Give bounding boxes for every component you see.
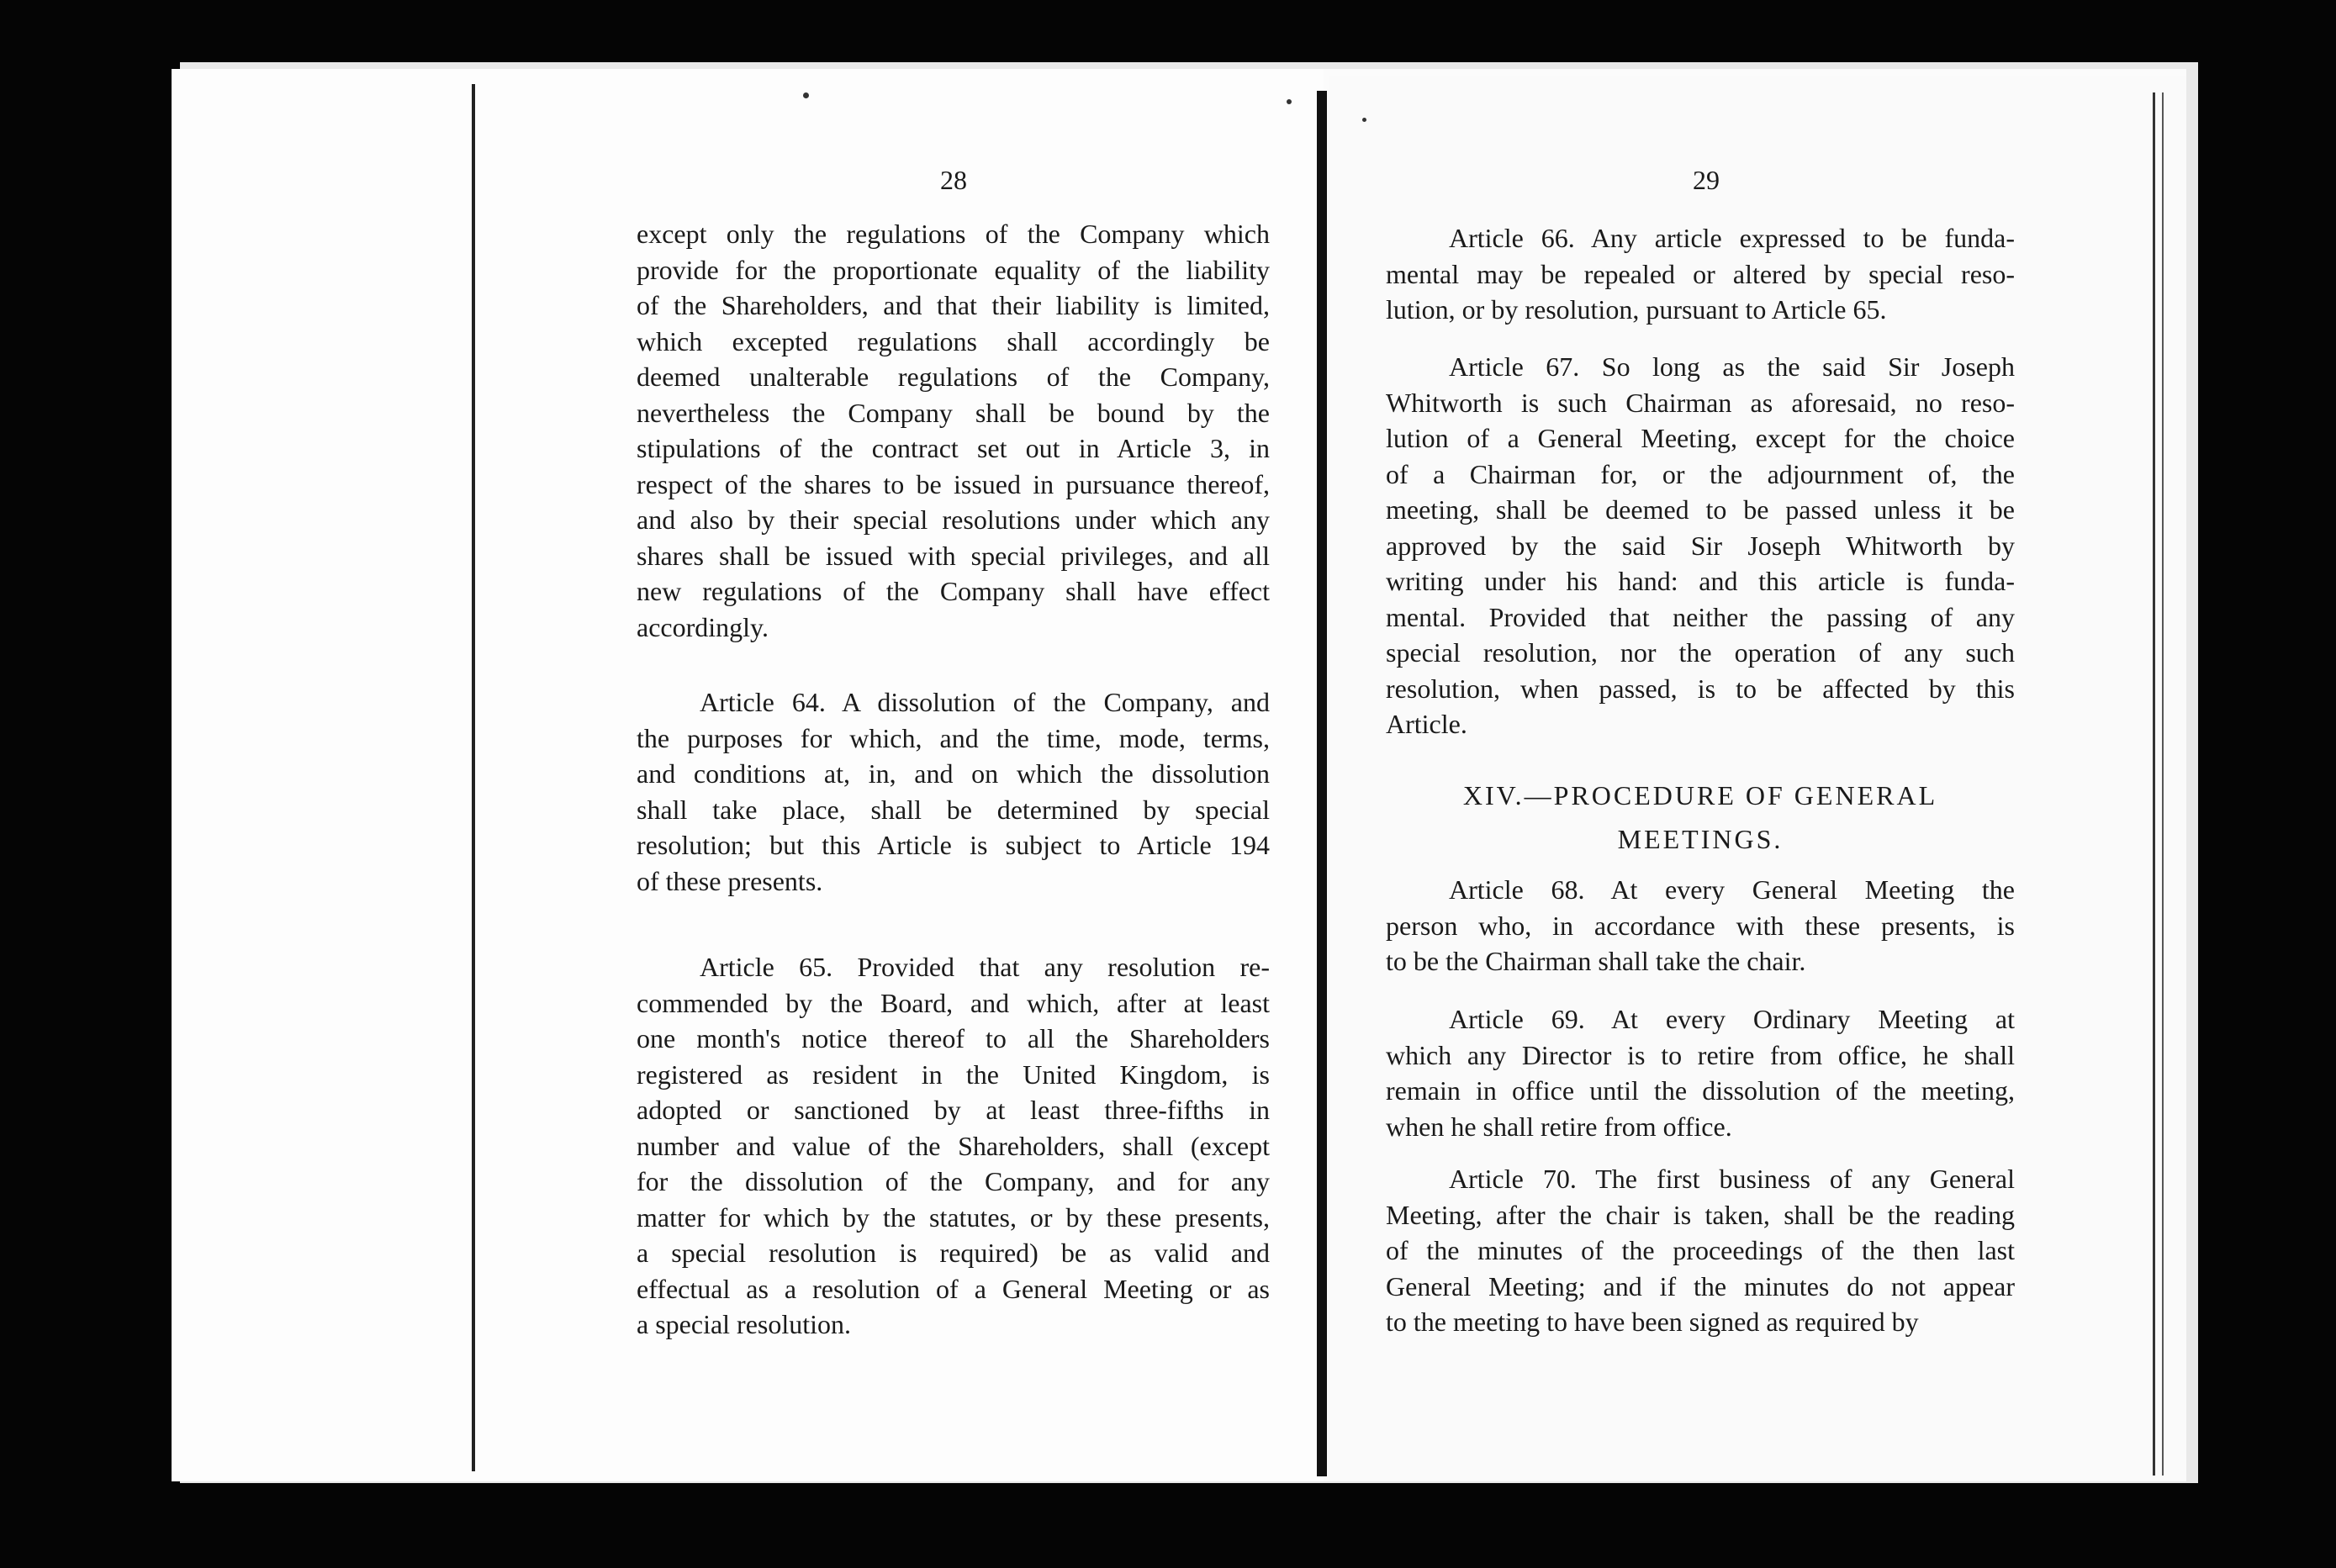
paragraph (637, 684, 1270, 899)
text-line: remain in office until the dissolution of the meeting, (1386, 1075, 2015, 1106)
paragraph (1386, 220, 2015, 328)
paragraph (1386, 1001, 2015, 1144)
text-line: the purposes for which, and the time, mode, terms, (637, 722, 1270, 753)
text-line: resolution, when passed, is to be affected by this (1386, 673, 2015, 704)
text-line: nevertheless the Company shall be bound by the (637, 397, 1270, 428)
text-line: new regulations of the Company shall have effect (637, 576, 1270, 606)
text-line: stipulations of the contract set out in Article 3, in (637, 433, 1270, 463)
text-line: deemed unalterable regulations of the Company, (637, 362, 1270, 392)
text-line: except only the regulations of the Company which (637, 219, 1270, 249)
text-line: and also by their special resolutions under which any (637, 504, 1270, 535)
text-line: of these presents. (637, 865, 823, 896)
paragraph (637, 216, 1270, 645)
text-line: a special resolution is required) be as valid and (637, 1238, 1270, 1268)
print-speck (1362, 118, 1366, 122)
print-speck (803, 92, 809, 98)
text-line: Whitworth is such Chairman as aforesaid, no reso- (1386, 387, 2015, 418)
text-line: provide for the proportionate equality of the liability (637, 254, 1270, 285)
text-line: General Meeting; and if the minutes do not appear (1386, 1270, 2015, 1301)
text-line: accordingly. (637, 611, 769, 642)
text-line: a special resolution. (637, 1309, 852, 1339)
text-line: for the dissolution of the Company, and for any (637, 1166, 1270, 1196)
text-line: respect of the shares to be issued in pursuance thereof, (637, 468, 1270, 499)
text-line: person who, in accordance with these presents, is (1386, 910, 2015, 941)
text-line: approved by the said Sir Joseph Whitworth by (1386, 530, 2015, 561)
text-line: mental may be repealed or altered by special reso- (1386, 258, 2015, 289)
text-line: Article. (1386, 709, 1467, 739)
text-line: lution of a General Meeting, except for the choice (1386, 423, 2015, 453)
section-heading-line: MEETINGS. (1617, 824, 1784, 854)
text-line: when he shall retire from office. (1386, 1111, 1732, 1142)
text-line: of the Shareholders, and that their liability is limited, (637, 290, 1270, 320)
page-number-right: 29 (1693, 165, 1720, 195)
text-line: Article 69. At every Ordinary Meeting at (1449, 1004, 2015, 1034)
text-line: resolution; but this Article is subject to Article 194 (637, 830, 1270, 860)
right-page-edge (2153, 92, 2164, 1476)
text-line: which excepted regulations shall accordingly be (637, 325, 1270, 356)
book-spine (1317, 91, 1327, 1476)
paragraph (1386, 349, 2015, 742)
text-line: Article 66. Any article expressed to be funda- (1449, 223, 2015, 253)
text-line: mental. Provided that neither the passing of any (1386, 601, 2015, 632)
text-line: shares shall be issued with special privileges, and all (637, 540, 1270, 571)
left-page-margin-line (472, 84, 475, 1471)
page-number-left: 28 (940, 165, 967, 195)
text-line: effectual as a resolution of a General Meeting or as (637, 1273, 1270, 1304)
text-line: of a Chairman for, or the adjournment of, the (1386, 458, 2015, 489)
text-line: lution, or by resolution, pursuant to Article 65. (1386, 294, 1887, 325)
text-line: which any Director is to retire from office, he shall (1386, 1039, 2015, 1070)
text-line: Article 68. At every General Meeting the (1449, 874, 2015, 905)
text-line: registered as resident in the United Kingdom, is (637, 1059, 1270, 1090)
text-line: and conditions at, in, and on which the dissolution (637, 758, 1270, 789)
section-heading-line: XIV.—PROCEDURE OF GENERAL (1462, 780, 1938, 810)
text-line: one month's notice thereof to all the Shareholders (637, 1023, 1270, 1053)
section-heading (1386, 773, 2015, 861)
text-line: special resolution, nor the operation of any such (1386, 637, 2015, 668)
text-line: Article 70. The first business of any General (1449, 1164, 2015, 1194)
text-line: meeting, shall be deemed to be passed unless it be (1386, 494, 2015, 525)
text-line: shall take place, shall be determined by special (637, 794, 1270, 825)
paragraph (637, 949, 1270, 1343)
text-line: of the minutes of the proceedings of the then last (1386, 1235, 2015, 1265)
text-line: Article 67. So long as the said Sir Joseph (1449, 351, 2015, 382)
paragraph (1386, 1161, 2015, 1340)
text-line: to be the Chairman shall take the chair. (1386, 946, 1806, 976)
text-line: writing under his hand: and this article is funda- (1386, 566, 2015, 596)
text-line: matter for which by the statutes, or by these presents, (637, 1201, 1270, 1233)
text-line: Meeting, after the chair is taken, shall be the reading (1386, 1199, 2015, 1230)
print-speck (1287, 99, 1292, 104)
paragraph (1386, 872, 2015, 979)
text-line: adopted or sanctioned by at least three-fifths in (637, 1095, 1270, 1125)
text-line: to the meeting to have been signed as required by (1386, 1307, 1919, 1337)
text-line: number and value of the Shareholders, shall (except (637, 1130, 1270, 1161)
text-line: Article 64. A dissolution of the Company, and (700, 687, 1270, 717)
text-line: commended by the Board, and which, after at least (637, 987, 1270, 1018)
text-line: Article 65. Provided that any resolution re- (700, 952, 1270, 982)
